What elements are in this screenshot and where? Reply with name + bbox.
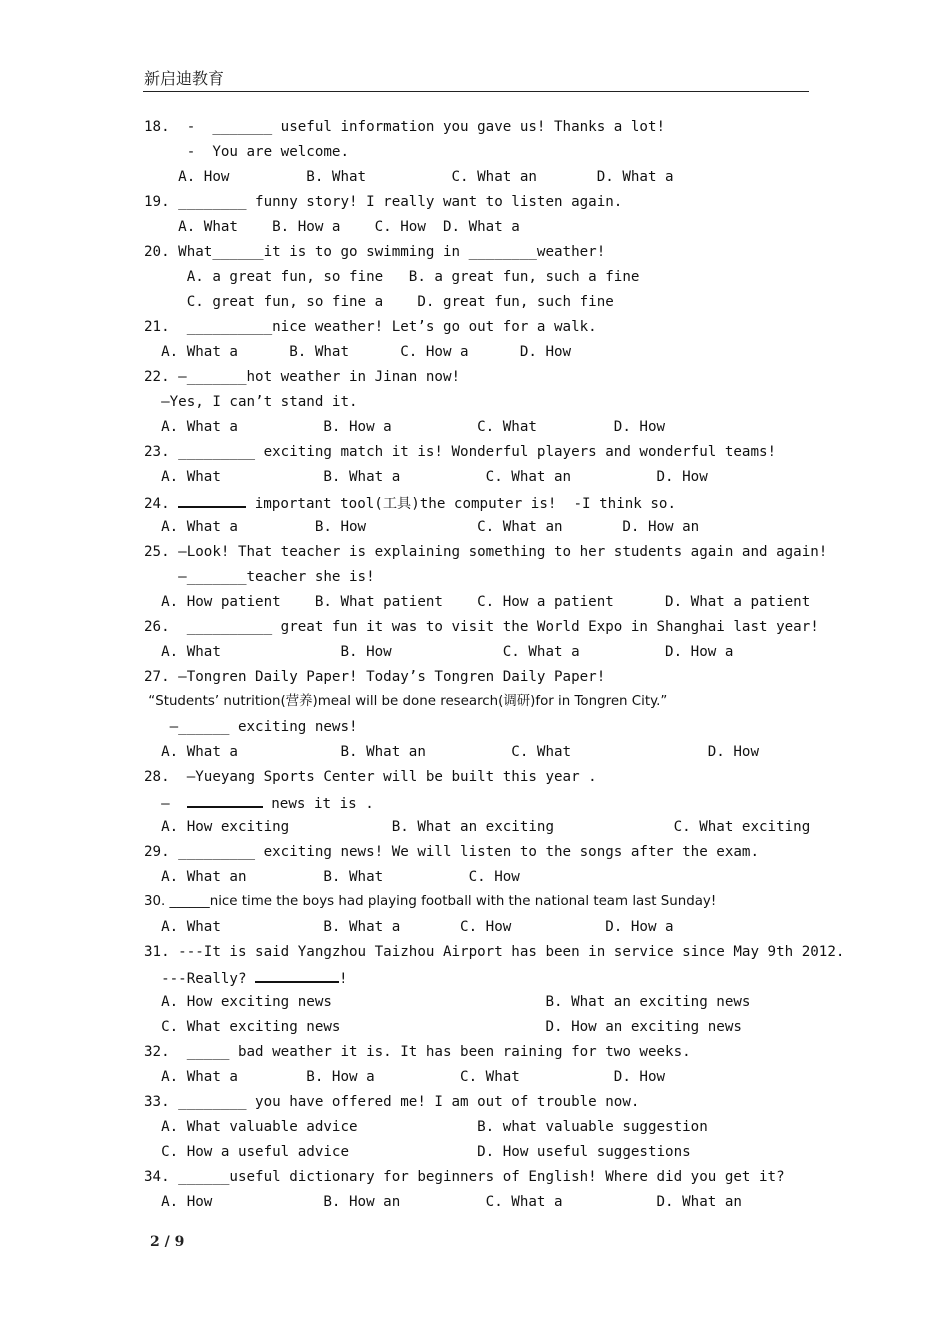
q27-stem-a: 27. —Tongren Daily Paper! Today’s Tongren Daily Paper! bbox=[144, 669, 606, 685]
q32-stem: 32. _____ bad weather it is. It has been raining for two weeks. bbox=[144, 1044, 691, 1060]
q24-text: important tool(工具)the computer is! -I think so. bbox=[246, 496, 677, 512]
q25-stem-a: 25. —Look! That teacher is explaining something to her students again and again! bbox=[144, 544, 828, 560]
q27-stem-c: —______ exciting news! bbox=[144, 719, 358, 735]
q27-stem-b: “Students’ nutrition(营养)meal will be done research(调研)for in Tongren City.” bbox=[144, 694, 668, 709]
q33-stem: 33. ________ you have offered me! I am out of trouble now. bbox=[144, 1094, 640, 1110]
q28-options: A. How exciting B. What an exciting C. What exciting bbox=[144, 819, 811, 835]
q33-options-b: C. How a useful advice D. How useful suggestions bbox=[144, 1144, 691, 1160]
q33-options-a: A. What valuable advice B. what valuable suggestion bbox=[144, 1119, 708, 1135]
q31-stem-b bbox=[144, 967, 348, 989]
q34-stem: 34. ______useful dictionary for beginners of English! Where did you get it? bbox=[144, 1169, 785, 1185]
q28-stem-a: 28. —Yueyang Sports Center will be built this year . bbox=[144, 769, 597, 785]
q24-blank bbox=[178, 492, 246, 508]
q29-options: A. What an B. What C. How bbox=[144, 869, 520, 885]
q20-options-b: C. great fun, so fine a D. great fun, such fine bbox=[144, 294, 614, 310]
q22-options: A. What a B. How a C. What D. How bbox=[144, 419, 666, 435]
q26-options: A. What B. How C. What a D. How a bbox=[144, 644, 734, 660]
q31-stem-a: 31. ---It is said Yangzhou Taizhou Airport has been in service since May 9th 2012. bbox=[144, 944, 845, 960]
q18-stem-a: 18. - _______ useful information you gave us! Thanks a lot! bbox=[144, 119, 666, 135]
q31-options-a: A. How exciting news B. What an exciting news bbox=[144, 994, 751, 1010]
q30-stem: 30. ______nice time the boys had playing football with the national team last Sunday! bbox=[144, 894, 717, 909]
q31-text: ---Really? bbox=[144, 971, 256, 987]
q31-options-b: C. What exciting news D. How an exciting news bbox=[144, 1019, 742, 1035]
page-number: 2 / 9 bbox=[150, 1234, 185, 1250]
q19-options: A. What B. How a C. How D. What a bbox=[144, 219, 520, 235]
q25-options: A. How patient B. What patient C. How a patient D. What a patient bbox=[144, 594, 811, 610]
q22-stem-a: 22. —_______hot weather in Jinan now! bbox=[144, 369, 461, 385]
q31-end: ! bbox=[339, 971, 348, 987]
q24-options: A. What a B. How C. What an D. How an bbox=[144, 519, 700, 535]
q32-options: A. What a B. How a C. What D. How bbox=[144, 1069, 666, 1085]
header-divider bbox=[143, 91, 809, 92]
q28-text: news it is . bbox=[262, 796, 374, 812]
q28-dash: — bbox=[144, 796, 187, 812]
q23-options: A. What B. What a C. What an D. How bbox=[144, 469, 708, 485]
q27-options: A. What a B. What an C. What D. How bbox=[144, 744, 759, 760]
q22-stem-b: —Yes, I can’t stand it. bbox=[144, 394, 358, 410]
q23-stem: 23. _________ exciting match it is! Wonderful players and wonderful teams! bbox=[144, 444, 777, 460]
q26-stem: 26. __________ great fun it was to visit the World Expo in Shanghai last year! bbox=[144, 619, 819, 635]
q28-blank bbox=[187, 792, 263, 808]
q19-stem: 19. ________ funny story! I really want to listen again. bbox=[144, 194, 623, 210]
q34-options: A. How B. How an C. What a D. What an bbox=[144, 1194, 742, 1210]
q29-stem: 29. _________ exciting news! We will listen to the songs after the exam. bbox=[144, 844, 759, 860]
q24-number: 24. bbox=[144, 496, 179, 512]
q25-stem-b: —_______teacher she is! bbox=[144, 569, 375, 585]
q31-blank bbox=[255, 967, 339, 983]
q18-stem-b: - You are welcome. bbox=[144, 144, 349, 160]
q18-options: A. How B. What C. What an D. What a bbox=[144, 169, 674, 185]
q20-options-a: A. a great fun, so fine B. a great fun, such a fine bbox=[144, 269, 640, 285]
q24-stem bbox=[144, 492, 676, 514]
q20-stem: 20. What______it is to go swimming in ________weather! bbox=[144, 244, 606, 260]
q21-options: A. What a B. What C. How a D. How bbox=[144, 344, 572, 360]
q30-options: A. What B. What a C. How D. How a bbox=[144, 919, 674, 935]
q28-stem-b bbox=[144, 792, 374, 814]
q21-stem: 21. __________nice weather! Let’s go out for a walk. bbox=[144, 319, 597, 335]
header-title: 新启迪教育 bbox=[144, 69, 225, 88]
